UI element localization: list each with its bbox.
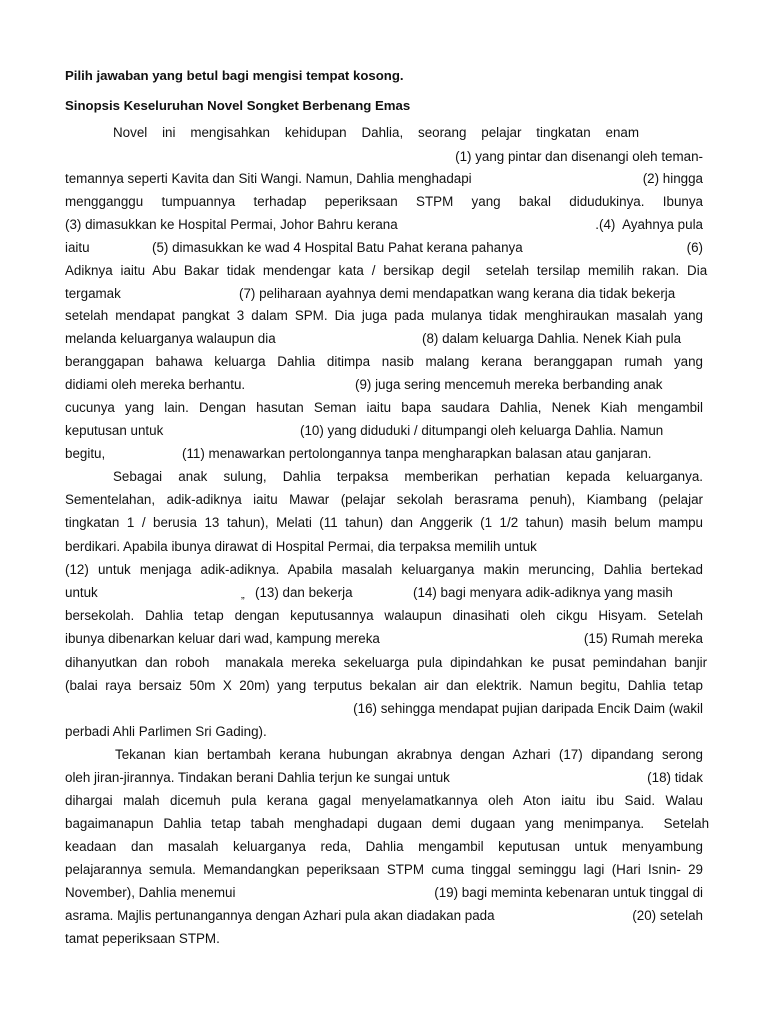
text-segment: bersekolah. Dahlia tetap dengan keputusannya walaupun dinasihati oleh cikgu Hisyam. Setelah	[65, 608, 703, 623]
text-segment: (6)	[686, 240, 703, 255]
text-segment: melanda keluarganya walaupun dia	[65, 331, 276, 346]
text-segment: tingkatan 1 / berusia 13 tahun), Melati (11 tahun) dan Anggerik (1 1/2 tahun) masih belum mampu	[65, 515, 703, 530]
text-segment: asrama. Majlis pertunangannya dengan Azhari pula akan diadakan pada	[65, 908, 495, 923]
text-segment: bagaimanapun Dahlia tetap tabah menghadapi dugaan demi dugaan yang menimpanya. Setelah	[65, 816, 710, 831]
text-segment: (9) juga sering mencemuh mereka berbanding anak	[355, 377, 663, 392]
text-segment: untuk	[65, 585, 98, 600]
text-segment: berdikari. Apabila ibunya dirawat di Hospital Permai, dia terpaksa memilih untuk	[65, 539, 537, 554]
text-segment: tamat peperiksaan STPM.	[65, 931, 220, 946]
text-segment: November), Dahlia menemui	[65, 885, 236, 900]
text-segment: oleh jiran-jirannya. Tindakan berani Dahlia terjun ke sungai untuk	[65, 770, 450, 785]
text-segment: (11) menawarkan pertolongannya tanpa mengharapkan balasan atau ganjaran.	[182, 446, 652, 461]
instruction-heading: Pilih jawaban yang betul bagi mengisi tempat kosong.	[65, 68, 404, 83]
text-segment: (20) setelah	[632, 908, 703, 923]
stray-comma-mark: „	[241, 589, 245, 601]
text-segment: Sebagai anak sulung, Dahlia terpaksa memberikan perhatian kepada keluarganya.	[113, 469, 703, 484]
text-segment: (balai raya bersaiz 50m X 20m) yang terputus bekalan air dan elektrik. Namun begitu, Dahlia tetap	[65, 678, 703, 693]
text-segment: (3) dimasukkan ke Hospital Permai, Johor Bahru kerana	[65, 217, 398, 232]
text-segment: Sementelahan, adik-adiknya iaitu Mawar (pelajar sekolah berasrama penuh), Kiambang (pelajar	[65, 492, 703, 507]
text-segment: tergamak	[65, 286, 121, 301]
text-segment: (14) bagi menyara adik-adiknya yang masih	[413, 585, 673, 600]
text-segment: (18) tidak	[647, 770, 703, 785]
text-segment: (1) yang pintar dan disenangi oleh teman-	[455, 149, 703, 164]
text-segment: (12) untuk menjaga adik-adiknya. Apabila masalah keluarganya makin meruncing, Dahlia bertekad	[65, 562, 703, 577]
text-segment: keputusan untuk	[65, 423, 164, 438]
text-segment: dihanyutkan dan roboh manakala mereka sekeluarga pula dipindahkan ke pusat pemindahan banjir	[65, 655, 708, 670]
text-segment: (8) dalam keluarga Dahlia. Nenek Kiah pula	[422, 331, 682, 346]
text-line	[65, 562, 703, 578]
text-segment: (16) sehingga mendapat pujian daripada Encik Daim (wakil	[353, 701, 703, 716]
text-segment: didiami oleh mereka berhantu.	[65, 377, 246, 392]
text-segment: setelah mendapat pangkat 3 dalam SPM. Dia juga pada mulanya tidak menghiraukan masalah yang	[65, 308, 703, 323]
text-line	[65, 171, 703, 187]
synopsis-title: Sinopsis Keseluruhan Novel Songket Berbenang Emas	[65, 98, 411, 113]
text-line	[65, 515, 703, 531]
text-line	[113, 469, 703, 485]
text-segment: perbadi Ahli Parlimen Sri Gading).	[65, 724, 267, 739]
text-line	[65, 793, 703, 809]
text-line	[113, 125, 639, 141]
text-segment: beranggapan bahawa keluarga Dahlia ditimpa nasib malang kerana beranggapan rumah yang	[65, 354, 703, 369]
text-segment: .(4) Ayahnya pula	[595, 217, 703, 232]
text-line	[65, 839, 703, 855]
text-segment: (15) Rumah mereka	[583, 631, 703, 646]
text-segment: Adiknya iaitu Abu Bakar tidak mendengar kata / bersikap degil setelah tersilap memilih rakan. Dia	[65, 263, 708, 278]
text-line	[115, 747, 703, 763]
text-segment: temannya seperti Kavita dan Siti Wangi. Namun, Dahlia menghadapi	[65, 171, 472, 186]
text-segment: dihargai malah dicemuh pula kerana gagal menyelamatkannya oleh Aton iaitu ibu Said. Walau	[65, 793, 703, 808]
text-segment: Novel ini mengisahkan kehidupan Dahlia, seorang pelajar tingkatan enam	[113, 125, 639, 140]
text-line	[65, 354, 703, 370]
text-segment: begitu,	[65, 446, 106, 461]
text-line	[65, 400, 703, 416]
text-segment: cucunya yang lain. Dengan hasutan Seman iaitu bapa saudara Dahlia, Nenek Kiah mengambil	[65, 400, 703, 415]
text-line	[65, 862, 703, 878]
text-line	[65, 217, 703, 233]
text-segment: (10) yang diduduki / ditumpangi oleh keluarga Dahlia. Namun	[300, 423, 664, 438]
text-segment: (13) dan bekerja	[255, 585, 353, 600]
text-line	[65, 816, 710, 832]
text-line	[65, 194, 703, 210]
text-line	[65, 263, 708, 279]
text-segment: keadaan dan masalah keluarganya reda, Dahlia mengambil keputusan untuk menyambung	[65, 839, 703, 854]
text-segment: (2) hingga	[642, 171, 703, 186]
text-segment: ibunya dibenarkan keluar dari wad, kampung mereka	[65, 631, 380, 646]
text-segment: (19) bagi meminta kebenaran untuk tinggal di	[434, 885, 703, 900]
text-segment: iaitu	[65, 240, 90, 255]
text-line	[65, 655, 708, 671]
text-segment: Tekanan kian bertambah kerana hubungan akrabnya dengan Azhari (17) dipandang serong	[115, 747, 703, 762]
text-segment: (5) dimasukkan ke wad 4 Hospital Batu Pahat kerana pahanya	[152, 240, 523, 255]
text-segment: mengganggu tumpuannya terhadap peperiksaan STPM yang bakal didudukinya. Ibunya	[65, 194, 703, 209]
text-line	[65, 308, 703, 324]
text-line	[65, 539, 703, 555]
text-line	[65, 724, 703, 740]
text-line	[65, 608, 703, 624]
text-segment: (7) peliharaan ayahnya demi mendapatkan wang kerana dia tidak bekerja	[239, 286, 676, 301]
text-segment: pelajarannya semula. Memandangkan peperiksaan STPM cuma tinggal seminggu lagi (Hari Isnin- 29	[65, 862, 703, 877]
text-line	[65, 931, 703, 947]
text-line	[65, 678, 703, 694]
text-line	[65, 492, 703, 508]
